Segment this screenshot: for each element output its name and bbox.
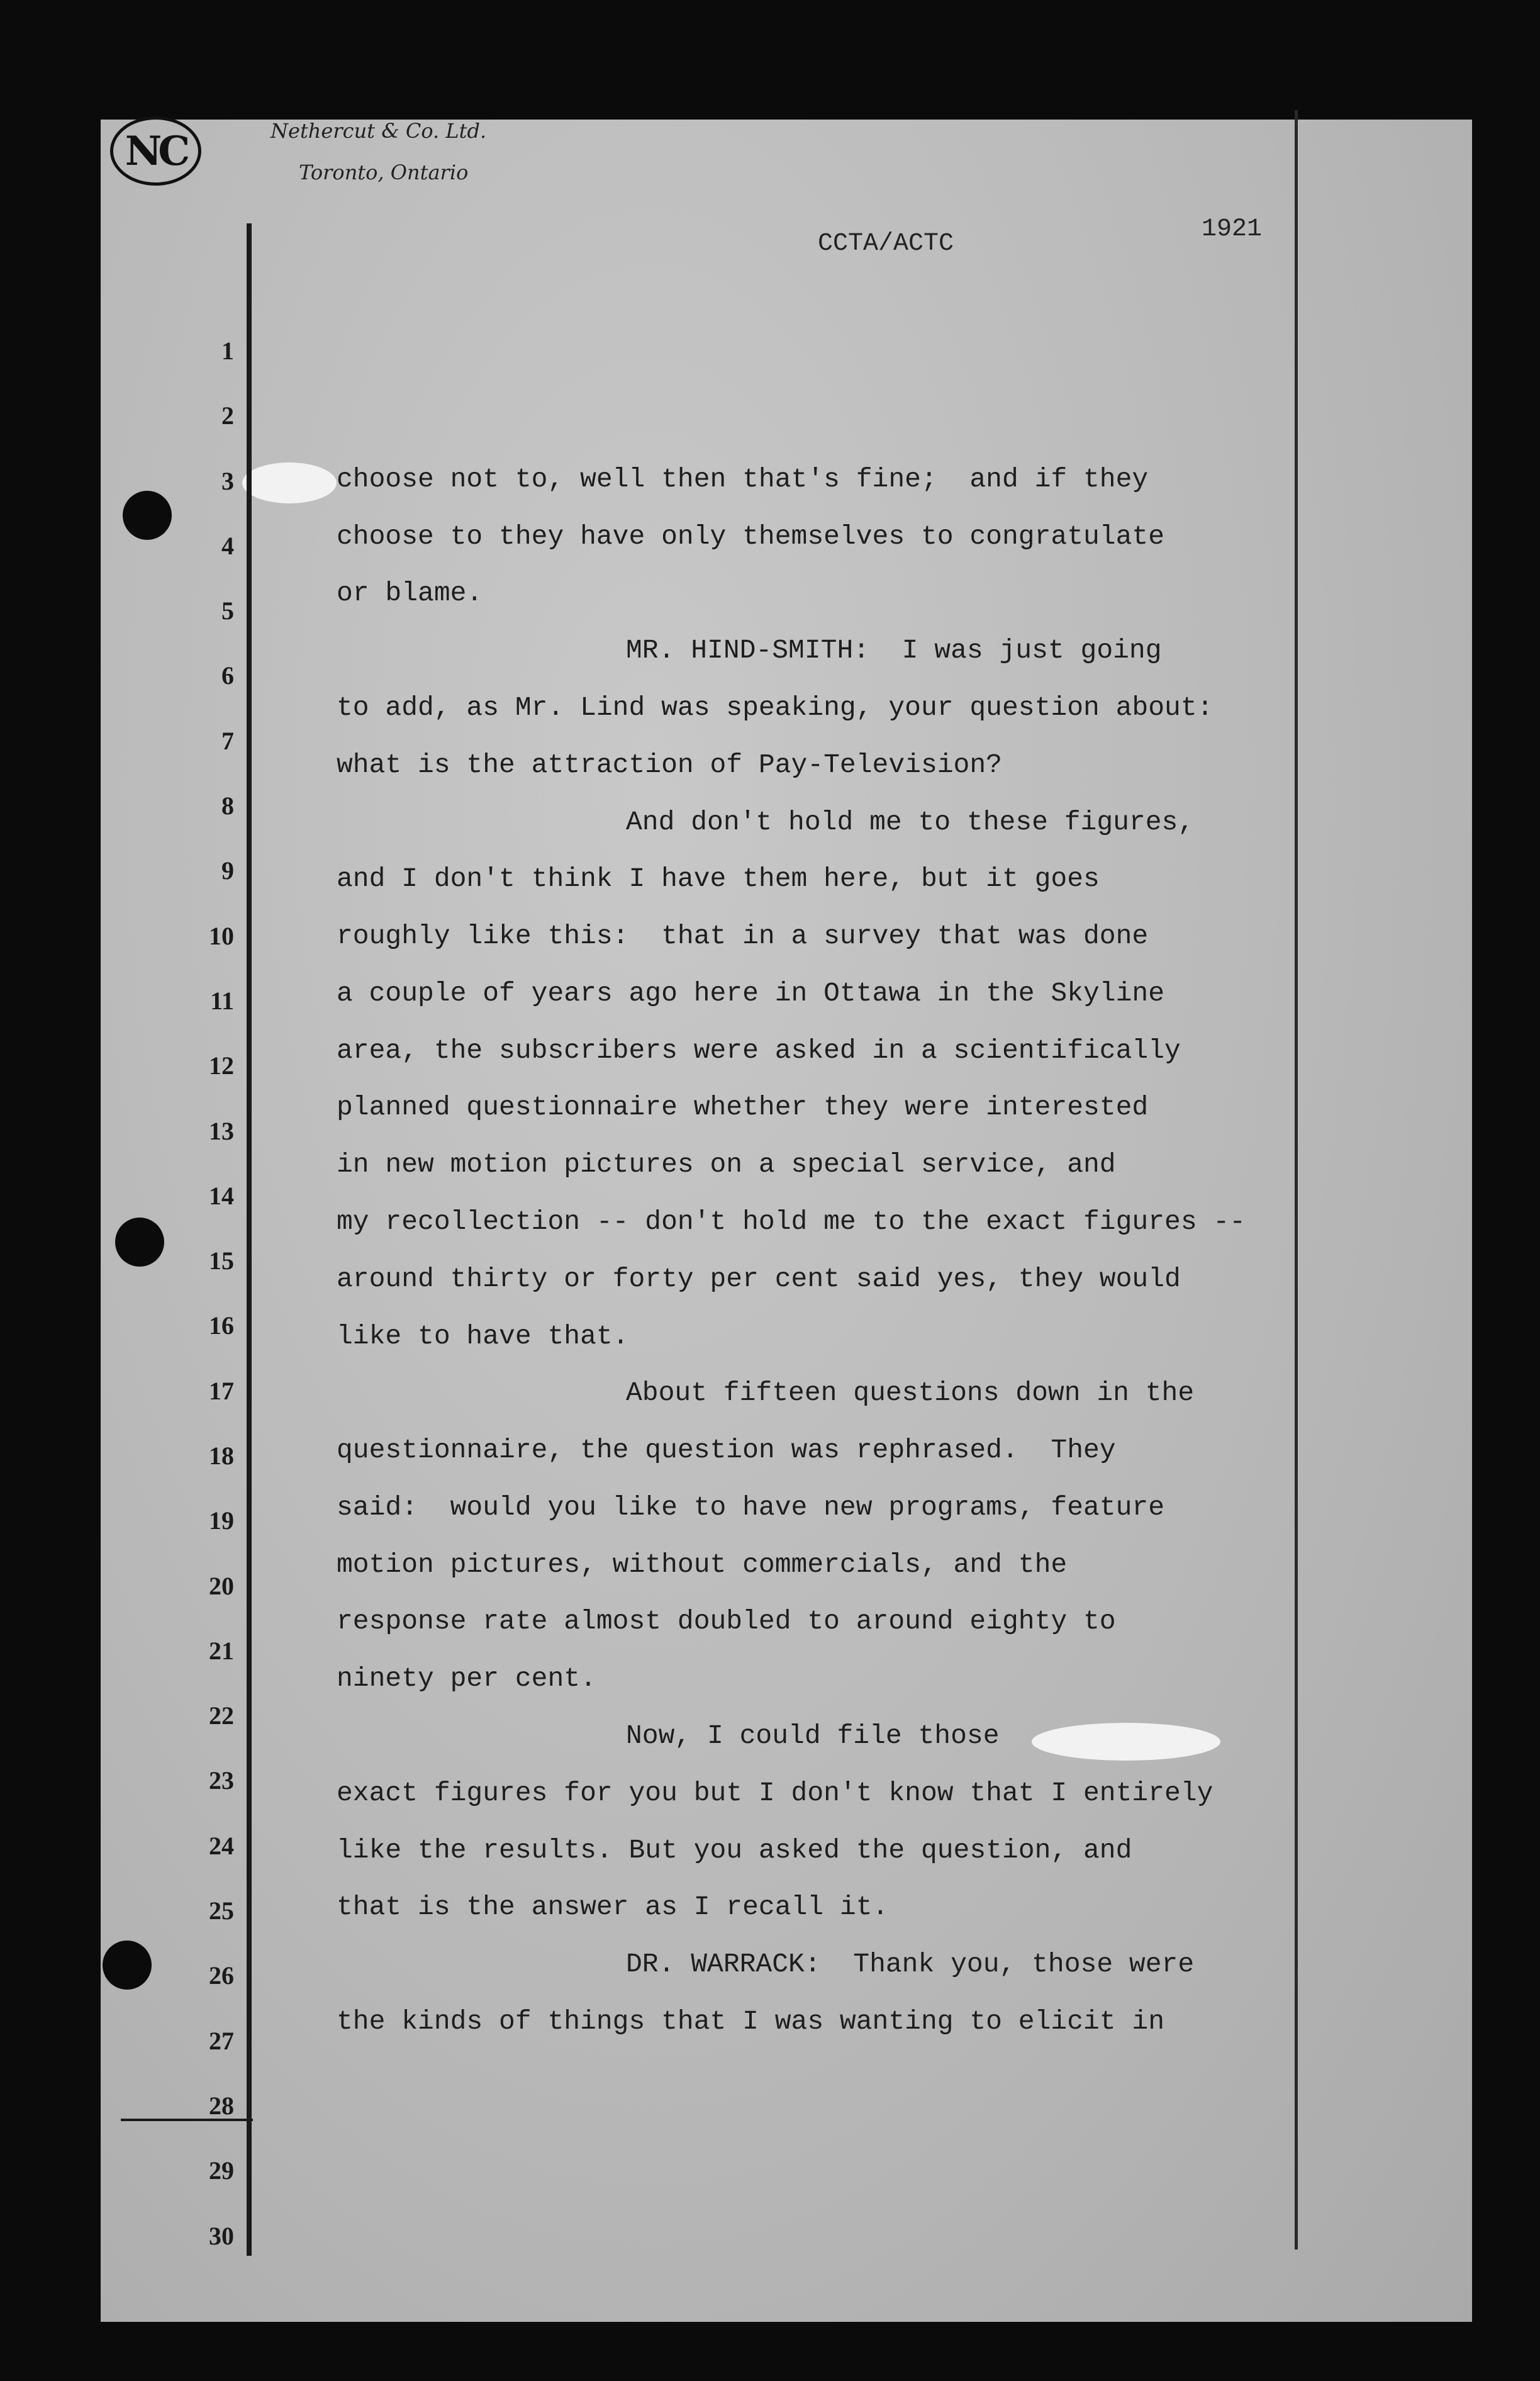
line-number: 12 [209,1051,234,1080]
punch-hole-bottom [103,1941,152,1990]
transcript-line: in new motion pictures on a special service, and [337,1149,1116,1180]
line-number: 27 [209,2027,234,2055]
line-number: 30 [209,2222,234,2250]
line-number: 20 [209,1572,234,1600]
transcript-line: ninety per cent. [337,1663,596,1694]
company-name: Nethercut & Co. Ltd. [271,119,487,143]
line-number: 24 [209,1832,234,1860]
transcript-line: And don't hold me to these figures, [626,807,1195,838]
speaker-line: MR. HIND-SMITH: I was just going [626,635,1162,666]
line-number: 15 [209,1247,234,1275]
punch-hole-top [123,491,172,540]
transcript-line: choose to they have only themselves to congratulate [337,521,1165,552]
company-letterhead [271,110,486,193]
paper-smudge [242,462,337,503]
transcript-line: like to have that. [337,1321,629,1352]
company-logo: NC [110,116,201,186]
line-number: 14 [209,1182,234,1210]
transcript-line: Now, I could file those [626,1720,1000,1751]
transcript-line: that is the answer as I recall it. [337,1891,889,1922]
line-number: 2 [221,401,234,430]
line-number: 18 [209,1442,234,1470]
transcript-line: planned questionnaire whether they were interested [337,1092,1149,1123]
line-number: 6 [221,661,234,690]
line-number: 29 [209,2156,234,2185]
line-number: 3 [221,467,234,495]
line-number: 5 [221,597,234,625]
transcript-line: and I don't think I have them here, but it goes [337,863,1100,894]
transcript-line: around thirty or forty per cent said yes, they would [337,1263,1181,1294]
company-city: Toronto, Ontario [299,160,469,184]
left-margin-rule [247,223,252,2256]
transcript-line: roughly like this: that in a survey that was done [337,921,1149,951]
transcript-line: said: would you like to have new programs, feature [337,1492,1165,1523]
transcript-line: area, the subscribers were asked in a scientifically [337,1035,1181,1066]
line-number: 8 [221,792,234,820]
line-number: 4 [221,532,234,560]
line-number: 28 [209,2092,234,2120]
transcript-line: like the results. But you asked the question, and [337,1835,1132,1866]
transcript-line: motion pictures, without commercials, and the [337,1549,1068,1580]
transcript-line: to add, as Mr. Lind was speaking, your question about: [337,692,1214,723]
transcript-line: choose not to, well then that's fine; and if they [337,464,1149,495]
line-number: 1 [221,337,234,365]
transcript-line: exact figures for you but I don't know that I entirely [337,1778,1214,1808]
line-number: 21 [209,1637,234,1665]
line-number: 16 [209,1311,234,1340]
transcript-line: About fifteen questions down in the [626,1377,1195,1408]
transcript-line: a couple of years ago here in Ottawa in the Skyline [337,978,1165,1009]
transcript-line: the kinds of things that I was wanting to elicit in [337,2006,1165,2037]
right-margin-rule [1295,110,1298,2249]
punch-hole-middle [115,1218,164,1267]
line-number: 10 [209,922,234,950]
document-header: CCTA/ACTC [818,230,954,258]
page-number: 1921 [1202,215,1263,244]
transcript-line: my recollection -- don't hold me to the exact figures -- [337,1206,1246,1237]
paper-smudge [1032,1723,1220,1761]
line-number: 19 [209,1506,234,1535]
line-number: 7 [221,727,234,755]
transcript-line: response rate almost doubled to around eighty to [337,1606,1116,1637]
line-number: 9 [221,856,234,885]
transcript-line: what is the attraction of Pay-Television? [337,749,1002,780]
line-number: 23 [209,1766,234,1795]
line-number: 25 [209,1896,234,1925]
speaker-line: DR. WARRACK: Thank you, those were [626,1949,1195,1980]
line-number: 26 [209,1961,234,1990]
transcript-line: questionnaire, the question was rephrased. They [337,1435,1116,1465]
line-number: 11 [210,987,234,1015]
line-number: 13 [209,1117,234,1145]
transcript-line: or blame. [337,578,483,608]
line-number: 22 [209,1701,234,1730]
line-number: 17 [209,1377,234,1405]
